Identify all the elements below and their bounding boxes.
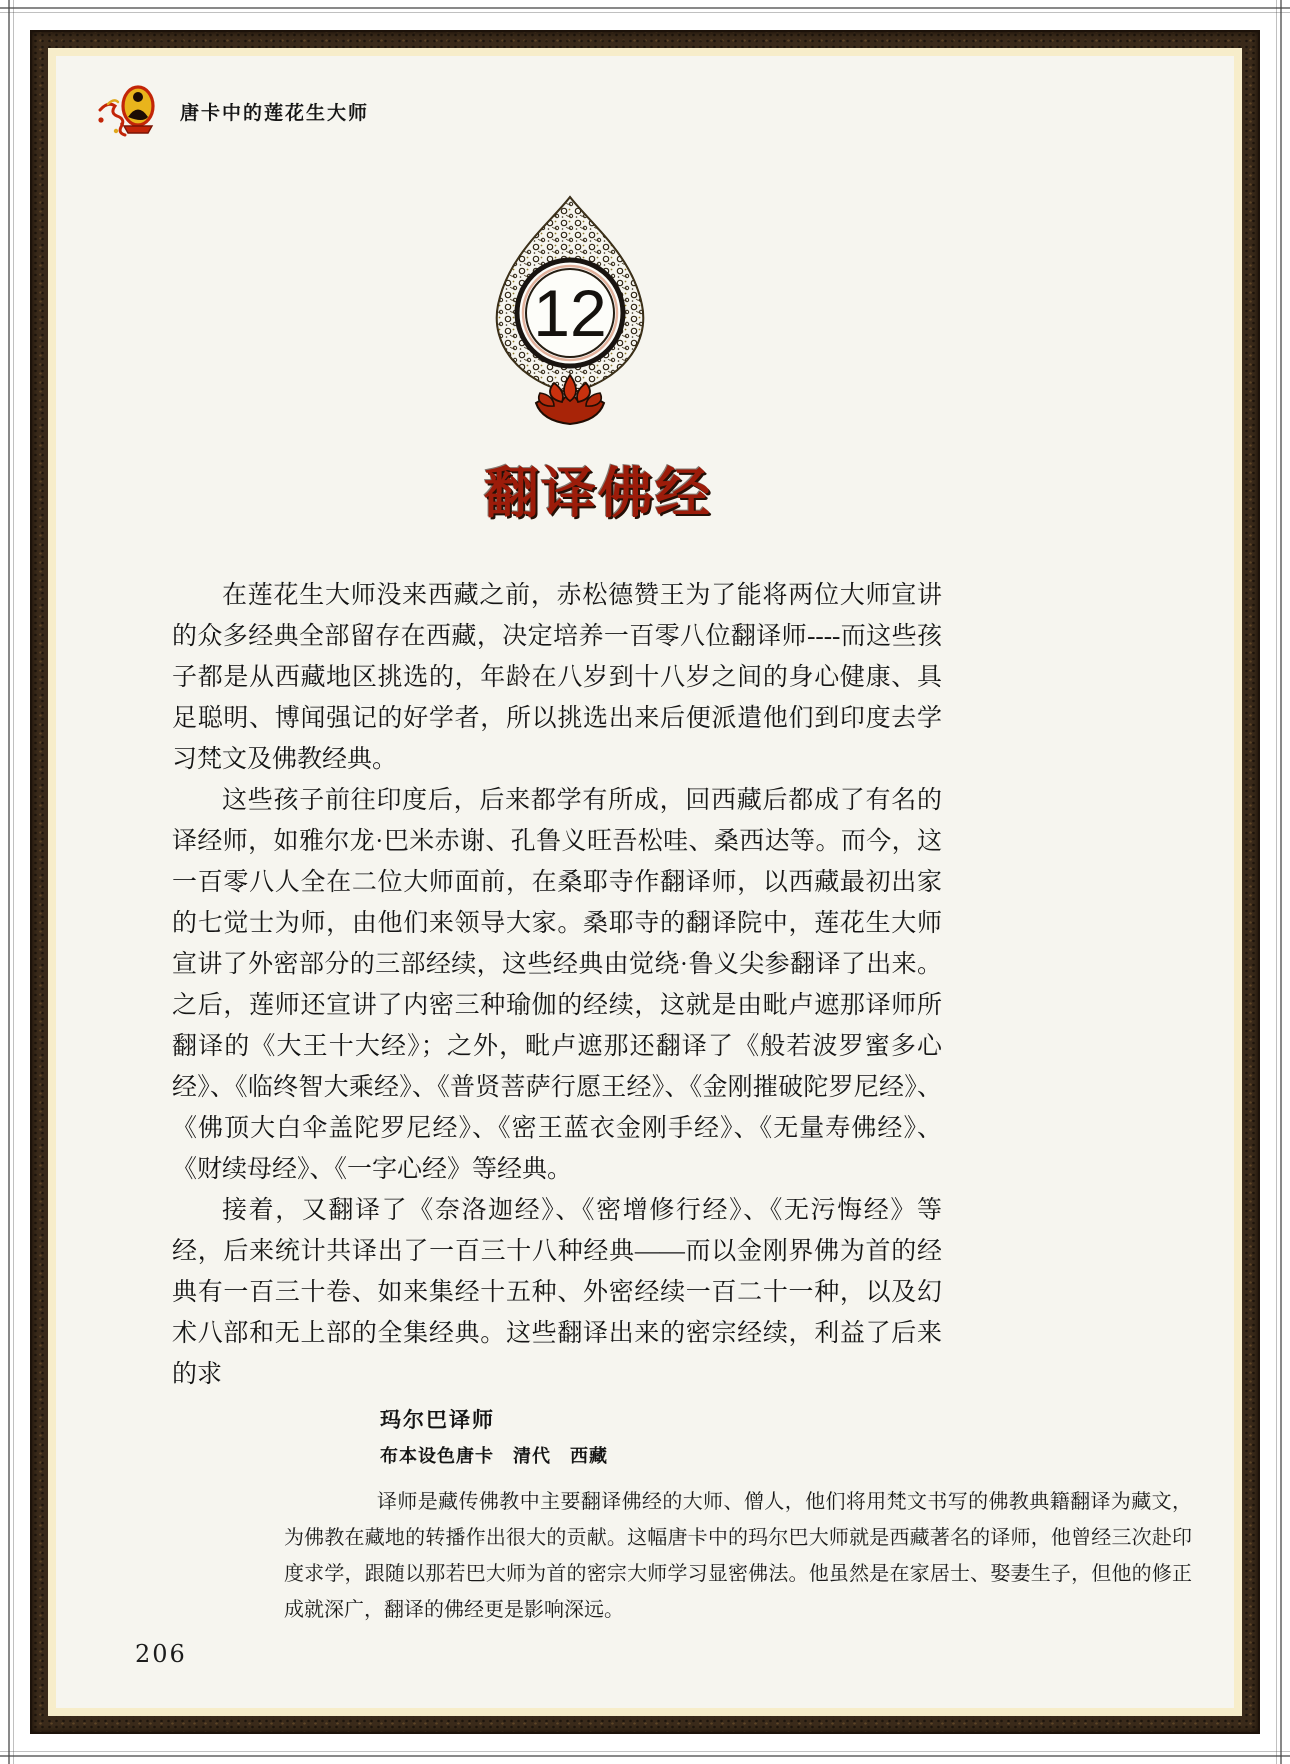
caption-text: 译师是藏传佛教中主要翻译佛经的大师、僧人，他们将用梵文书写的佛教典籍翻译为藏文，为佛教在藏地的转播作出很大的贡献。这幅唐卡中的玛尔巴大师就是西藏著名的译师，他曾经三次赴印度求学，跟随以那若巴大师为首的密宗大师学习显密佛法。他虽然是在家居士、娶妻生子，但他的修正成就深广，翻译的佛经更是影响深远。 <box>284 1491 1192 1621</box>
chapter-number: 12 <box>533 276 607 350</box>
caption-subtitle: 布本设色唐卡 清代 西藏 <box>380 1446 608 1466</box>
body-paragraph-1: 在莲花生大师没来西藏之前，赤松德赞王为了能将两位大师宣讲的众多经典全部留存在西藏，决定培养一百零八位翻译师----而这些孩子都是从西藏地区挑选的，年龄在八岁到十八岁之间的身心健康、具足聪明、博闻强记的好学者，所以挑选出来后便派遣他们到印度去学习梵文及佛教经典。 <box>172 582 942 773</box>
crop-mark-bottom <box>0 1755 1290 1757</box>
crop-mark-bottom-2 <box>0 1751 1290 1752</box>
crop-mark-left <box>8 0 10 1764</box>
caption-title: 玛尔巴译师 <box>380 1409 495 1432</box>
crop-mark-right-2 <box>1276 0 1277 1764</box>
page-header <box>94 84 369 138</box>
body-paragraph-2: 这些孩子前往印度后，后来都学有所成，回西藏后都成了有名的译经师，如雅尔龙·巴米赤谢、孔鲁义旺吾松哇、桑西达等。而今，这一百零八人全在二位大师面前，在桑耶寺作翻译师，以西藏最初出家的七觉士为师，由他们来领导大家。桑耶寺的翻译院中，莲花生大师宣讲了外密部分的三部经续，这些经典由觉绕·鲁义尖参翻译了出来。之后，莲师还宣讲了内密三种瑜伽的经续，这就是由毗卢遮那译师所翻译的《大王十大经》；之外，毗卢遮那还翻译了《般若波罗蜜多心经》、《临终智大乘经》、《普贤菩萨行愿王经》、《金刚摧破陀罗尼经》、《佛顶大白伞盖陀罗尼经》、《密王蓝衣金刚手经》、《无量寿佛经》、《财续母经》、《一字心经》等经典。 <box>172 787 942 1183</box>
chapter-title: 翻译佛经 <box>483 462 712 524</box>
body-text <box>172 575 942 1395</box>
chapter-medallion-icon <box>490 195 650 427</box>
crop-mark-top <box>0 7 1290 9</box>
crop-mark-top-2 <box>0 12 1290 13</box>
page-surface <box>56 56 1234 1708</box>
page-number: 206 <box>135 1640 187 1668</box>
deity-emblem-icon <box>94 84 170 138</box>
series-title: 唐卡中的莲花生大师 <box>180 102 370 124</box>
body-paragraph-3: 接着，又翻译了《奈洛迦经》、《密增修行经》、《无污悔经》等经，后来统计共译出了一百三十八种经典——而以金刚界佛为首的经典有一百三十卷、如来集经十五种、外密经续一百二十一种，以及幻术八部和无上部的全集经典。这些翻译出来的密宗经续，利益了后来的求 <box>172 1197 942 1388</box>
crop-mark-right <box>1280 0 1282 1764</box>
crop-mark-left-2 <box>13 0 14 1764</box>
